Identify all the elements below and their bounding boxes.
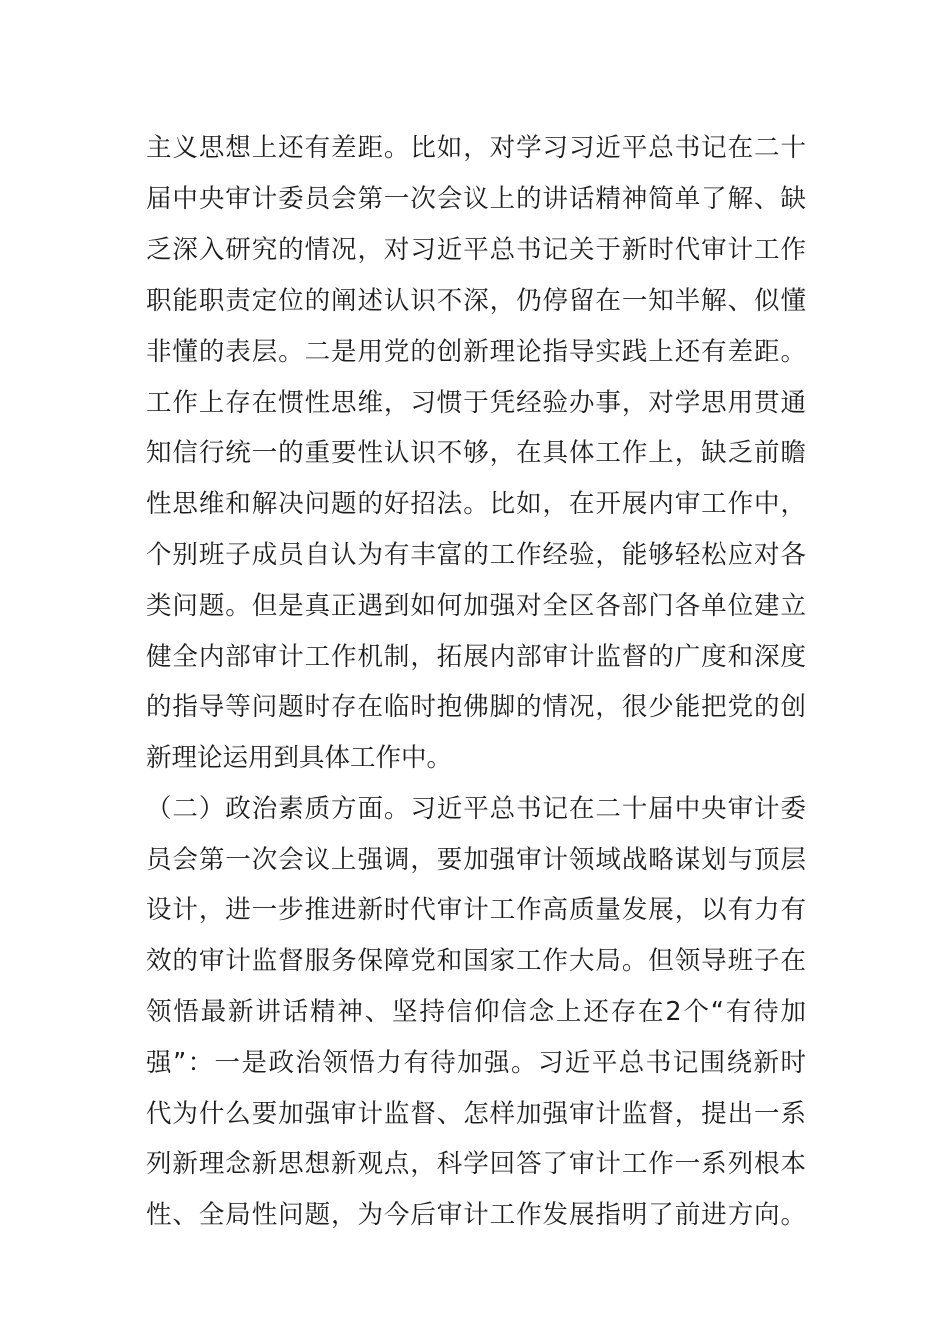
text-line-15: 员会第一次会议上强调，要加强审计领域战略谋划与顶层 — [146, 845, 806, 875]
text-line-9: 个别班子成员自认为有丰富的工作经验，能够轻松应对各 — [146, 540, 806, 570]
text-line-18: 领悟最新讲话精神、坚持信仰信念上还存在2个“有待加 — [146, 997, 806, 1027]
text-line-21: 列新理念新思想新观点，科学回答了审计工作一系列根本 — [146, 1149, 806, 1179]
text-line-1: 主义思想上还有差距。比如，对学习习近平总书记在二十 — [146, 133, 806, 163]
text-line-7: 知信行统一的重要性认识不够，在具体工作上，缺乏前瞻 — [146, 438, 806, 468]
text-line-16: 设计，进一步推进新时代审计工作高质量发展，以有力有 — [146, 895, 806, 925]
text-line-5: 非懂的表层。二是用党的创新理论指导实践上还有差距。 — [146, 337, 806, 367]
text-line-8: 性思维和解决问题的好招法。比如，在开展内审工作中， — [146, 489, 806, 519]
text-line-2: 届中央审计委员会第一次会议上的讲话精神简单了解、缺 — [146, 184, 806, 214]
text-line-17: 效的审计监督服务保障党和国家工作大局。但领导班子在 — [146, 946, 806, 976]
section-heading-line: （二）政治素质方面。习近平总书记在二十届中央审计委 — [146, 794, 806, 824]
text-line-20: 代为什么要加强审计监督、怎样加强审计监督，提出一系 — [146, 1099, 806, 1129]
text-line-22: 性、全局性问题，为今后审计工作发展指明了前进方向。 — [146, 1200, 806, 1230]
text-line-19: 强”：一是政治领悟力有待加强。习近平总书记围绕新时 — [146, 1048, 806, 1078]
text-line-13: 新理论运用到具体工作中。 — [146, 743, 453, 773]
text-line-11: 健全内部审计工作机制，拓展内部审计监督的广度和深度 — [146, 642, 806, 672]
text-line-6: 工作上存在惯性思维，习惯于凭经验办事，对学思用贯通 — [146, 388, 806, 418]
text-line-12: 的指导等问题时存在临时抱佛脚的情况，很少能把党的创 — [146, 692, 806, 722]
text-line-3: 乏深入研究的情况，对习近平总书记关于新时代审计工作 — [146, 235, 806, 265]
text-line-4: 职能职责定位的阐述认识不深，仍停留在一知半解、似懂 — [146, 286, 806, 316]
text-line-10: 类问题。但是真正遇到如何加强对全区各部门各单位建立 — [146, 591, 806, 621]
